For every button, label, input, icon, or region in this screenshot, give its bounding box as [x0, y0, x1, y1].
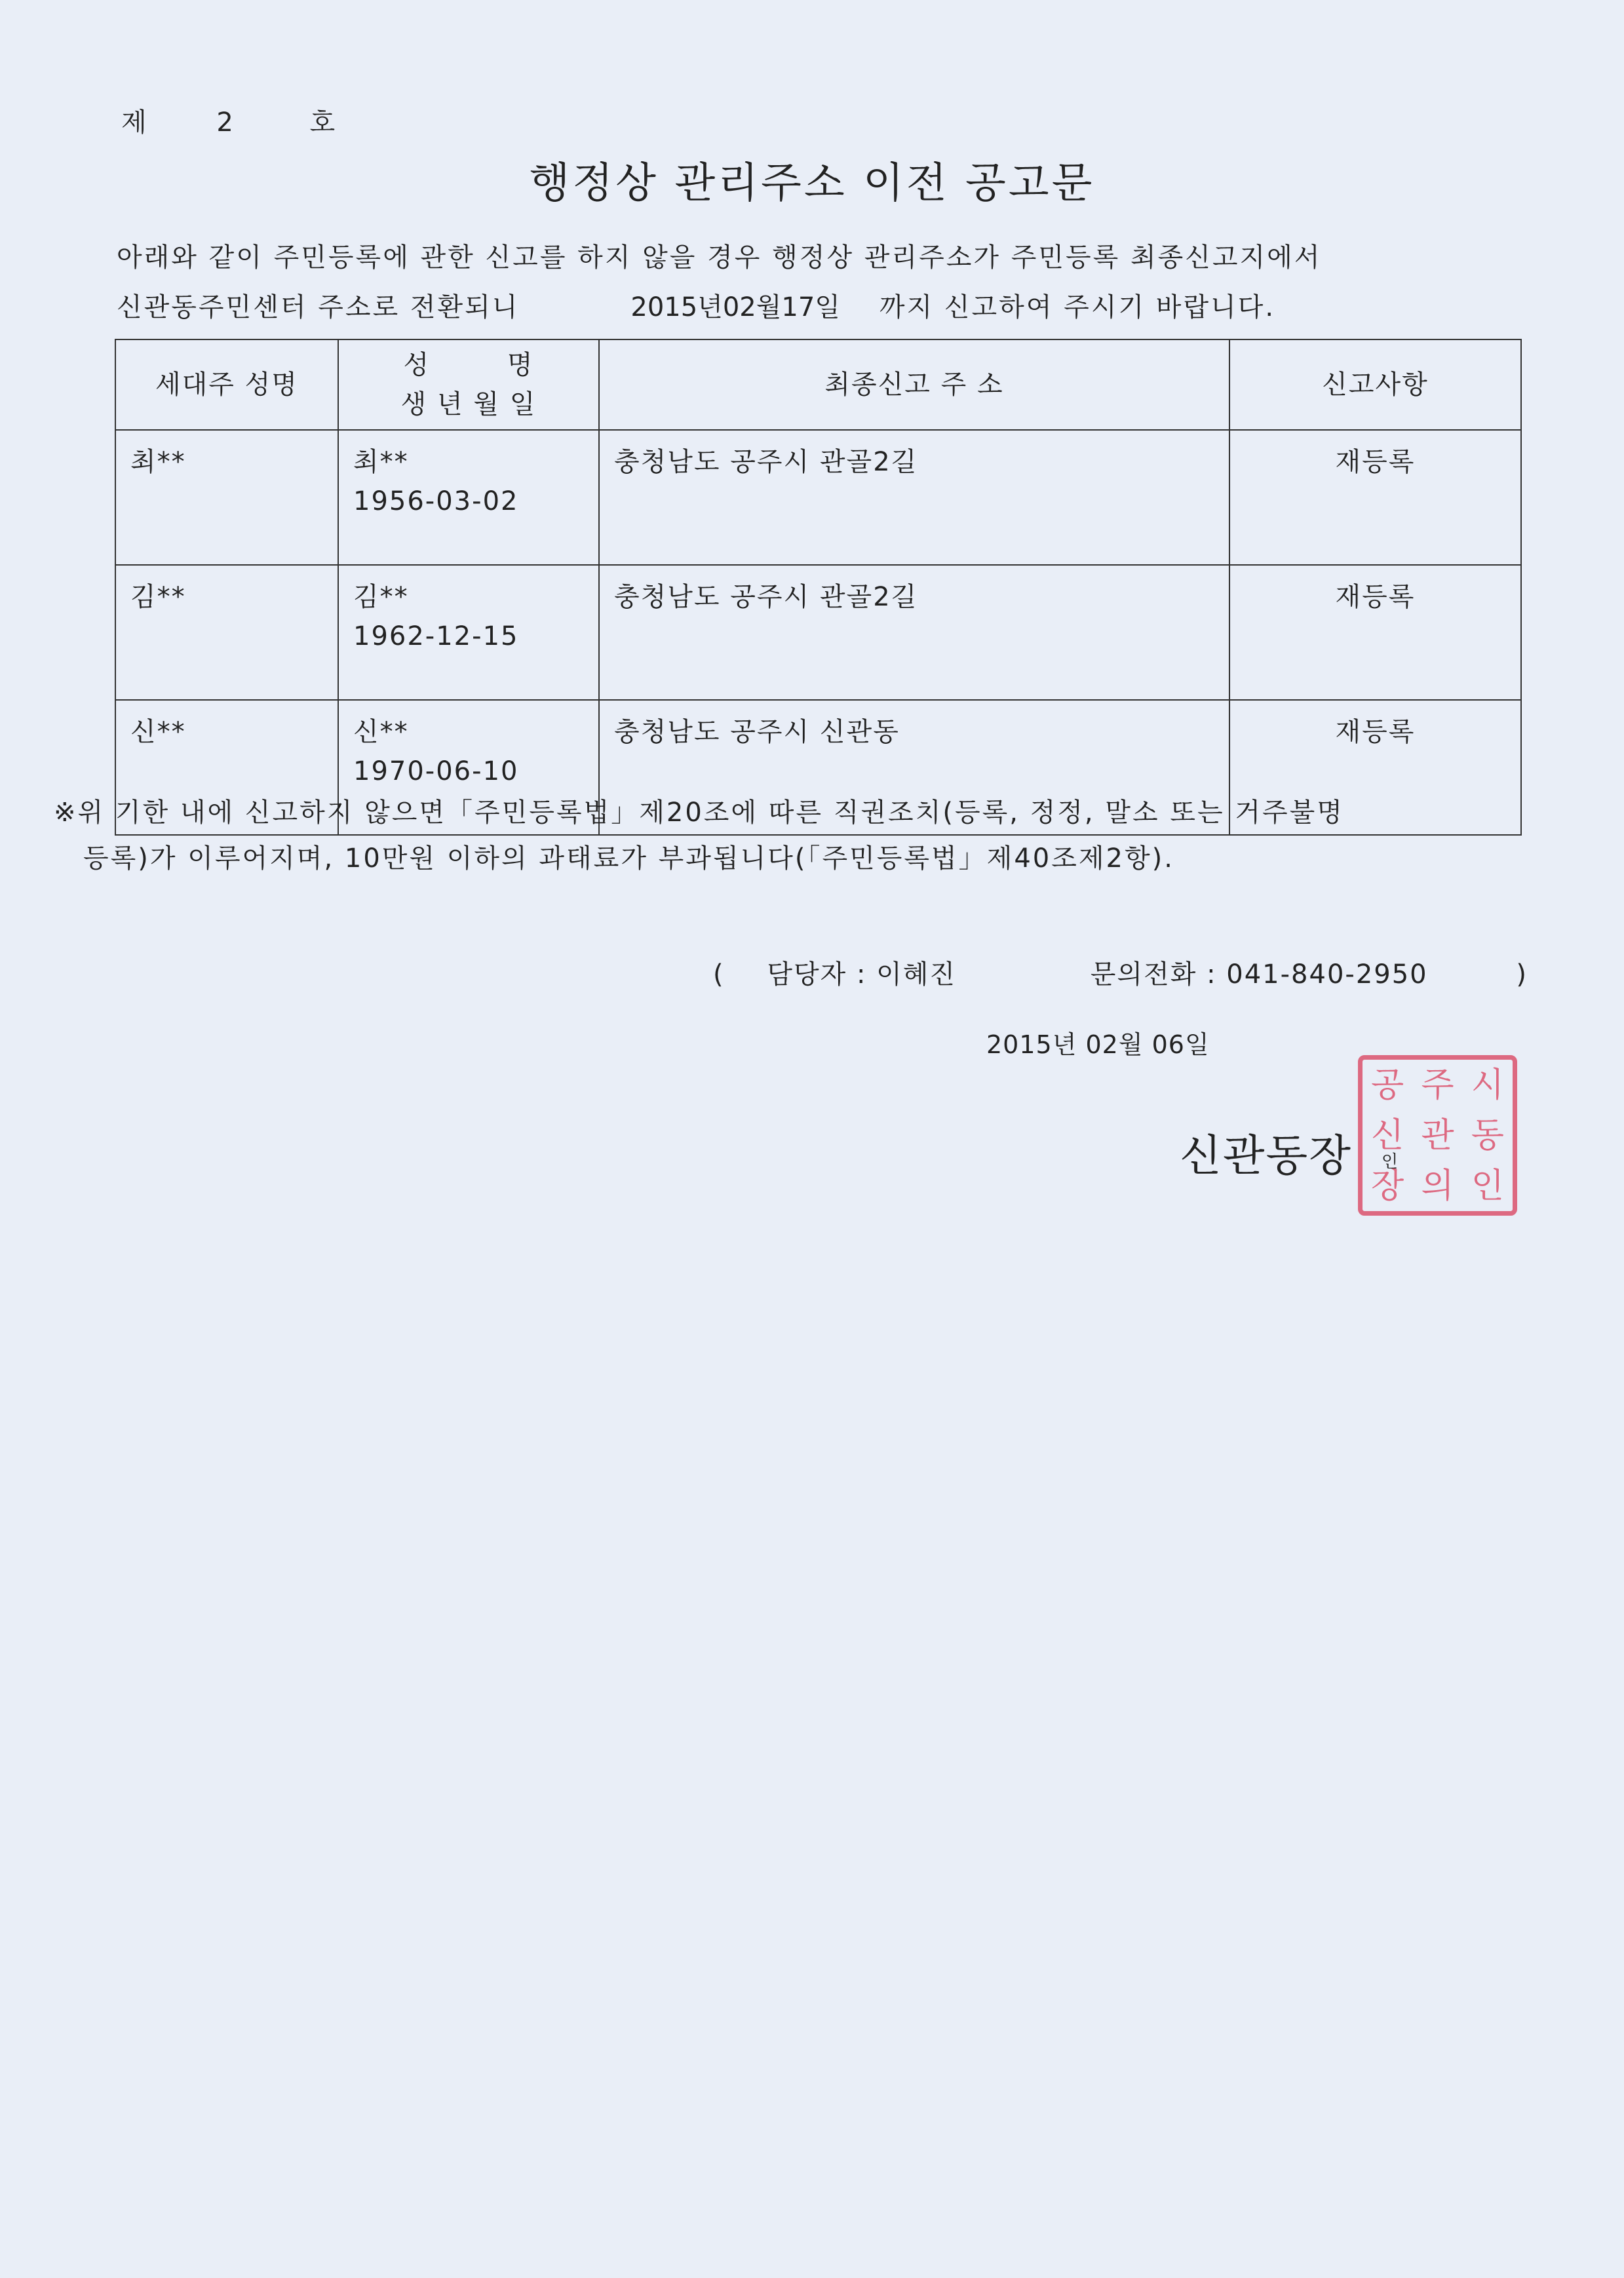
- seal-char: 인: [1471, 1166, 1504, 1206]
- cell-name: 김**: [353, 582, 409, 612]
- contact-person: 담당자 : 이혜진: [767, 959, 957, 990]
- seal-char: 동: [1471, 1115, 1504, 1155]
- header-birth: 생 년 월 일: [400, 389, 537, 419]
- seal-char: 주: [1421, 1065, 1454, 1105]
- header-name-birth: [338, 339, 599, 430]
- intro-line-2-start: 신관동주민센터 주소로 전환되니: [117, 292, 520, 322]
- cell-name-birth: [338, 565, 599, 700]
- table-header-row: [115, 339, 1521, 430]
- official-seal: [1358, 1055, 1517, 1216]
- seal-char: 공: [1371, 1065, 1404, 1105]
- cell-address: 충청남도 공주시 신관동: [599, 700, 1229, 835]
- intro-paragraph: [117, 233, 1558, 332]
- legal-note-line-2: 등록)가 이루어지며, 10만원 이하의 과태료가 부과됩니다(「주민등록법」제40조제2항).: [83, 843, 1174, 874]
- seal-char: 장: [1371, 1166, 1404, 1206]
- doc-number-suffix: 호: [309, 107, 337, 138]
- page-title: 행정상 관리주소 이전 공고문: [529, 159, 1095, 208]
- seal-char: 신: [1371, 1115, 1404, 1155]
- issue-date: 2015년 02월 06일: [986, 1030, 1210, 1059]
- intro-line-1: 아래와 같이 주민등록에 관한 신고를 하지 않을 경우 행정상 관리주소가 주민등록 최종신고지에서: [117, 242, 1322, 273]
- table-row: [115, 565, 1521, 700]
- doc-number-value: 2: [216, 107, 235, 138]
- cell-name-birth: [338, 430, 599, 565]
- cell-householder: 김**: [115, 565, 338, 700]
- header-name: 성 명: [403, 350, 534, 380]
- cell-householder: 최**: [115, 430, 338, 565]
- seal-char: 관: [1421, 1115, 1454, 1155]
- cell-birth: 1962-12-15: [353, 621, 519, 651]
- cell-birth: 1970-06-10: [353, 756, 519, 786]
- intro-line-2-end: 까지 신고하여 주시기 바랍니다.: [879, 292, 1276, 322]
- cell-birth: 1956-03-02: [353, 486, 519, 516]
- deadline-date: 2015년02월17일: [630, 292, 840, 322]
- seal-mark: 인: [1382, 1152, 1399, 1172]
- document-number: [121, 102, 336, 139]
- header-householder: 세대주 성명: [115, 339, 338, 430]
- signer-title: 신관동장: [1180, 1130, 1353, 1181]
- seal-char: 시: [1471, 1065, 1504, 1105]
- contact-info: [713, 954, 1528, 991]
- cell-report: 재등록: [1229, 700, 1521, 835]
- resident-table: [115, 339, 1522, 836]
- doc-number-prefix: 제: [121, 107, 148, 138]
- header-report: 신고사항: [1229, 339, 1521, 430]
- legal-note-line-1: ※위 기한 내에 신고하지 않으면「주민등록법」제20조에 따른 직권조치(등록, 정정, 말소 또는 거주불명: [54, 798, 1344, 828]
- intro-line-2: [117, 282, 1558, 332]
- cell-report: 재등록: [1229, 565, 1521, 700]
- contact-open-paren: (: [713, 959, 725, 990]
- legal-note: [54, 790, 1561, 881]
- cell-address: 충청남도 공주시 관골2길: [599, 430, 1229, 565]
- cell-report: 재등록: [1229, 430, 1521, 565]
- cell-address: 충청남도 공주시 관골2길: [599, 565, 1229, 700]
- table-row: [115, 430, 1521, 565]
- cell-name: 최**: [353, 447, 409, 477]
- contact-close-paren: ): [1516, 959, 1528, 990]
- cell-name: 신**: [353, 717, 409, 747]
- seal-char: 의: [1421, 1166, 1454, 1206]
- cell-householder: 신**: [115, 700, 338, 835]
- contact-phone: 문의전화 : 041-840-2950: [1090, 959, 1428, 990]
- header-address: 최종신고 주 소: [599, 339, 1229, 430]
